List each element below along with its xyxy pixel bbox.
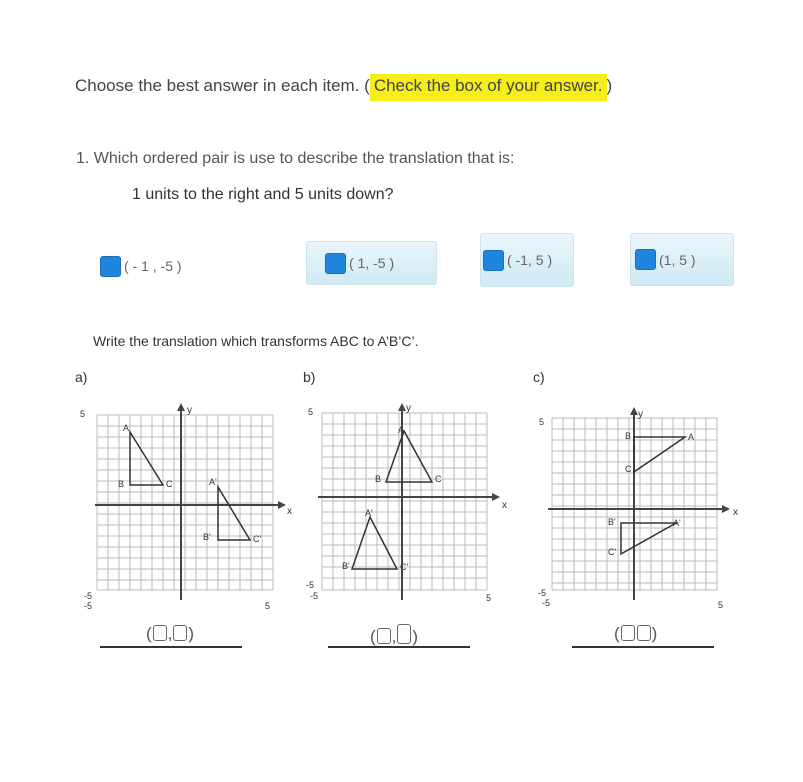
- question-1-text: [76, 150, 514, 168]
- answer-c-close: ): [651, 624, 658, 643]
- answer-b-sep: ,: [391, 627, 397, 646]
- graph-b-point-c: C: [435, 474, 442, 484]
- answer-b-open: (: [370, 627, 376, 646]
- answer-a-open: (: [146, 624, 152, 643]
- instructions-highlight: Check the box of your answer.: [370, 74, 607, 101]
- graph-b: [300, 395, 520, 615]
- graph-b-x-axis-label: x: [502, 500, 507, 511]
- option-3-checkbox[interactable]: [483, 250, 504, 271]
- option-4-checkbox[interactable]: [635, 249, 656, 270]
- graph-c-y-axis-label: y: [638, 409, 643, 420]
- graph-a-x-min-label: -5: [84, 601, 93, 611]
- option-2[interactable]: [306, 241, 437, 285]
- graph-c-point-b-prime: B': [608, 517, 616, 527]
- graph-b-y-axis-label: y: [406, 403, 411, 414]
- answer-b-box-2[interactable]: [397, 624, 411, 644]
- graph-b-point-b: B: [375, 474, 382, 484]
- instructions-prefix: Choose the best answer in each item. (: [75, 76, 370, 95]
- part-c-label: c): [533, 369, 545, 385]
- graph-c: [530, 395, 760, 615]
- graph-c-y-min-label: -5: [538, 588, 547, 598]
- instructions: [75, 76, 612, 96]
- graph-b-point-a-prime: A': [365, 508, 373, 518]
- graph-c-x-min-label: -5: [542, 598, 551, 608]
- question-1-line2: 1 units to the right and 5 units down?: [132, 186, 394, 203]
- question-2-prompt: Write the translation which transforms ABC to A’B’C’.: [93, 333, 419, 349]
- graph-c-y-max-label: 5: [539, 417, 545, 427]
- answer-c[interactable]: [614, 624, 657, 644]
- answer-a-box-1[interactable]: [153, 625, 167, 641]
- answer-c-box-2[interactable]: [637, 625, 651, 641]
- graph-b-x-max-label: 5: [486, 593, 492, 603]
- graph-b-point-c-prime: C': [400, 562, 409, 572]
- option-1[interactable]: [100, 248, 220, 284]
- graph-a-x-axis-label: x: [287, 506, 292, 517]
- part-a-label: a): [75, 369, 88, 385]
- answer-c-open: (: [614, 624, 620, 643]
- graph-c-point-c: C: [625, 464, 632, 474]
- graph-a-point-c-prime: C': [253, 534, 262, 544]
- graph-c-point-c-prime: C': [608, 547, 617, 557]
- graph-a-grid: [97, 415, 273, 590]
- option-4[interactable]: [630, 233, 734, 286]
- answer-a-box-2[interactable]: [173, 625, 187, 641]
- graph-c-point-a-prime: A': [673, 518, 681, 528]
- graph-a: [60, 395, 310, 615]
- graph-c-x-axis-label: x: [733, 507, 738, 518]
- graph-a-point-b-prime: B': [203, 532, 211, 542]
- option-4-label: (1, 5 ): [659, 251, 696, 268]
- graph-c-point-a: A: [688, 432, 695, 442]
- graph-a-point-c: C: [166, 479, 173, 489]
- question-1-number: 1.: [76, 150, 90, 167]
- option-3-label: ( -1, 5 ): [507, 252, 553, 268]
- graph-b-triangle-image: [352, 517, 397, 569]
- graph-a-y-axis-label: y: [187, 405, 192, 416]
- answer-b-close: ): [412, 627, 419, 646]
- graph-a-point-a-prime: A': [209, 477, 217, 487]
- option-3[interactable]: [480, 233, 574, 287]
- instructions-suffix: ): [606, 76, 613, 95]
- graph-a-x-max-label: 5: [265, 601, 271, 611]
- graph-a-y-min-label: -5: [84, 591, 93, 601]
- graph-b-point-b-prime: B': [342, 561, 350, 571]
- graph-c-point-b: B: [625, 431, 632, 441]
- answer-a-sep: ,: [167, 624, 173, 643]
- graph-b-y-max-label: 5: [308, 407, 314, 417]
- answer-c-box-1[interactable]: [621, 625, 635, 641]
- answer-b[interactable]: [370, 624, 418, 647]
- graph-a-y-max-label: 5: [80, 409, 86, 419]
- answer-a-close: ): [188, 624, 195, 643]
- graph-b-point-a: A: [398, 425, 405, 435]
- option-1-checkbox[interactable]: [100, 256, 121, 277]
- part-b-label: b): [303, 369, 316, 385]
- answer-b-line: [328, 646, 470, 648]
- option-2-label: ( 1, -5 ): [349, 255, 395, 271]
- answer-c-line: [572, 646, 714, 648]
- graph-b-x-min-label: -5: [310, 591, 319, 601]
- graph-c-triangle-abc: [634, 437, 685, 472]
- answer-b-box-1[interactable]: [377, 628, 391, 644]
- graph-a-point-b: B: [118, 479, 125, 489]
- question-1-line1: Which ordered pair is use to describe the translation that is:: [93, 150, 515, 167]
- option-2-checkbox[interactable]: [325, 253, 346, 274]
- option-1-label: ( - 1 , -5 ): [124, 258, 182, 274]
- answer-a[interactable]: [146, 624, 194, 644]
- graph-c-x-max-label: 5: [718, 600, 724, 610]
- graph-a-point-a: A: [123, 423, 130, 433]
- graph-c-axes: [548, 407, 730, 600]
- graph-b-y-min-label: -5: [306, 580, 315, 590]
- answer-a-line: [100, 646, 242, 648]
